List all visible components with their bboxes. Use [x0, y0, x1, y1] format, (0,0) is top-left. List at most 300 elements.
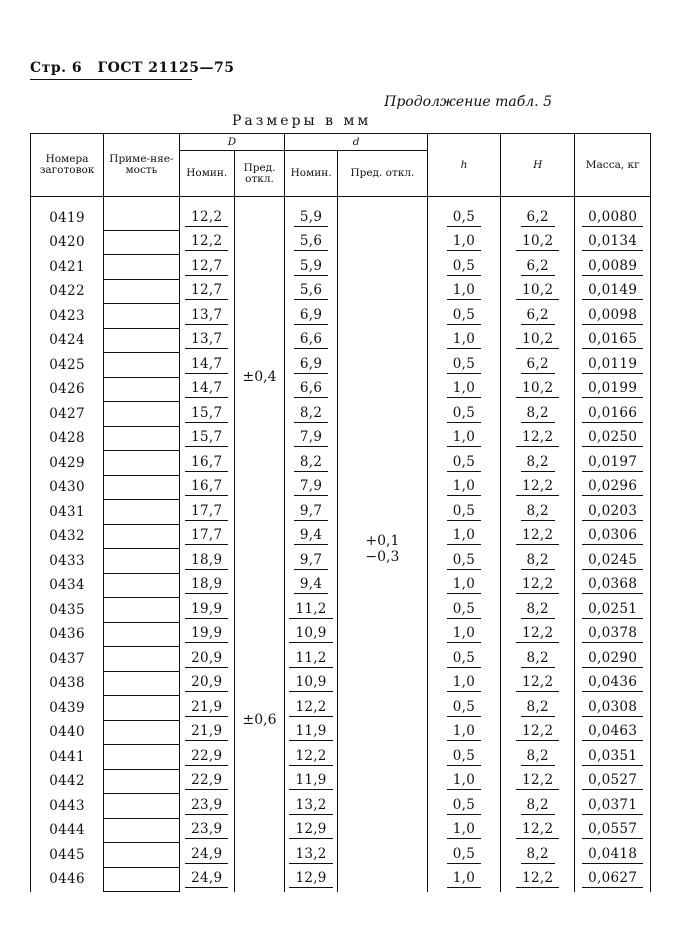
- H-cell: [501, 524, 575, 549]
- blank-number-cell: 0420: [31, 230, 104, 255]
- blank-number-cell: 0424: [31, 328, 104, 353]
- mass-cell: [575, 598, 651, 623]
- usage-cell: [104, 500, 180, 525]
- D-nominal-cell: [179, 598, 234, 623]
- h-cell: [427, 206, 500, 230]
- H-cell: [501, 500, 575, 525]
- H-cell: [501, 549, 575, 574]
- D-nominal-value: 12,2: [185, 209, 228, 227]
- col-D-tol-header: Пред. откл.: [234, 151, 284, 197]
- D-nominal-value: 20,9: [185, 650, 228, 668]
- col-d-nom-header: Номин.: [285, 151, 338, 197]
- d-nominal-cell: [285, 598, 338, 623]
- D-nominal-cell: [179, 524, 234, 549]
- d-nominal-cell: [285, 794, 338, 819]
- d-nominal-cell: [285, 328, 338, 353]
- H-cell: [501, 573, 575, 598]
- D-tolerance-cell: ±0,6: [234, 549, 284, 892]
- d-nominal-cell: [285, 622, 338, 647]
- mass-value: 0,0134: [582, 233, 643, 251]
- usage-cell: [104, 426, 180, 451]
- mass-value: 0,0251: [582, 601, 643, 619]
- group-D-header: D: [179, 134, 285, 151]
- mass-value: 0,0166: [582, 405, 643, 423]
- mass-cell: [575, 353, 651, 378]
- mass-value: 0,0306: [582, 527, 643, 545]
- blank-number-cell: 0442: [31, 769, 104, 794]
- D-nominal-cell: [179, 647, 234, 672]
- h-value: 0,5: [447, 601, 481, 619]
- h-cell: [427, 647, 500, 672]
- blank-number-cell: 0433: [31, 549, 104, 574]
- usage-cell: [104, 598, 180, 623]
- h-value: 1,0: [447, 331, 481, 349]
- h-value: 1,0: [447, 478, 481, 496]
- mass-value: 0,0308: [582, 699, 643, 717]
- h-value: 0,5: [447, 748, 481, 766]
- H-cell: [501, 377, 575, 402]
- usage-cell: [104, 794, 180, 819]
- blank-number-cell: 0436: [31, 622, 104, 647]
- usage-cell: [104, 279, 180, 304]
- h-cell: [427, 769, 500, 794]
- D-nominal-value: 14,7: [185, 380, 228, 398]
- D-nominal-value: 20,9: [185, 674, 228, 692]
- usage-cell: [104, 720, 180, 745]
- d-nominal-value: 12,9: [289, 870, 332, 888]
- H-value: 12,2: [516, 625, 559, 643]
- d-nominal-cell: [285, 647, 338, 672]
- blank-number-cell: 0432: [31, 524, 104, 549]
- usage-cell: [104, 622, 180, 647]
- h-cell: [427, 720, 500, 745]
- d-nominal-value: 5,9: [294, 209, 328, 227]
- H-value: 10,2: [516, 233, 559, 251]
- H-value: 12,2: [516, 723, 559, 741]
- h-cell: [427, 867, 500, 892]
- d-nominal-value: 5,6: [294, 282, 328, 300]
- h-value: 1,0: [447, 380, 481, 398]
- D-nominal-value: 12,2: [185, 233, 228, 251]
- mass-cell: [575, 622, 651, 647]
- mass-cell: [575, 500, 651, 525]
- usage-cell: [104, 696, 180, 721]
- mass-cell: [575, 794, 651, 819]
- H-cell: [501, 402, 575, 427]
- H-value: 10,2: [516, 282, 559, 300]
- d-nominal-value: 6,9: [294, 356, 328, 374]
- usage-cell: [104, 304, 180, 329]
- H-value: 8,2: [521, 552, 555, 570]
- mass-value: 0,0203: [582, 503, 643, 521]
- mass-value: 0,0296: [582, 478, 643, 496]
- col-d-tol-header: Пред. откл.: [337, 151, 427, 197]
- h-cell: [427, 279, 500, 304]
- usage-cell: [104, 475, 180, 500]
- blank-number-cell: 0430: [31, 475, 104, 500]
- h-cell: [427, 500, 500, 525]
- col-mass-header: Масса, кг: [575, 134, 651, 197]
- usage-cell: [104, 230, 180, 255]
- d-nominal-cell: [285, 426, 338, 451]
- d-nominal-value: 11,9: [289, 772, 332, 790]
- mass-value: 0,0436: [582, 674, 643, 692]
- D-nominal-cell: [179, 867, 234, 892]
- d-nominal-value: 10,9: [289, 625, 332, 643]
- d-nominal-cell: [285, 549, 338, 574]
- D-nominal-cell: [179, 500, 234, 525]
- usage-cell: [104, 524, 180, 549]
- mass-cell: [575, 524, 651, 549]
- d-nominal-value: 9,7: [294, 552, 328, 570]
- H-cell: [501, 843, 575, 868]
- H-cell: [501, 426, 575, 451]
- D-nominal-value: 24,9: [185, 870, 228, 888]
- H-cell: [501, 794, 575, 819]
- d-nominal-cell: [285, 573, 338, 598]
- mass-cell: [575, 769, 651, 794]
- H-cell: [501, 255, 575, 280]
- col-number-header: Номера заготовок: [31, 134, 104, 197]
- D-nominal-value: 15,7: [185, 405, 228, 423]
- D-nominal-value: 16,7: [185, 478, 228, 496]
- H-value: 12,2: [516, 821, 559, 839]
- h-cell: [427, 255, 500, 280]
- D-nominal-value: 12,7: [185, 282, 228, 300]
- usage-cell: [104, 549, 180, 574]
- d-nominal-value: 9,4: [294, 527, 328, 545]
- mass-cell: [575, 647, 651, 672]
- d-nominal-value: 6,6: [294, 331, 328, 349]
- H-value: 6,2: [521, 209, 555, 227]
- D-nominal-cell: [179, 402, 234, 427]
- H-value: 8,2: [521, 846, 555, 864]
- D-nominal-value: 17,7: [185, 527, 228, 545]
- h-value: 0,5: [447, 503, 481, 521]
- D-nominal-cell: [179, 622, 234, 647]
- mass-cell: [575, 328, 651, 353]
- H-value: 8,2: [521, 748, 555, 766]
- H-cell: [501, 279, 575, 304]
- d-nominal-cell: [285, 304, 338, 329]
- col-H-header: H: [501, 134, 575, 197]
- H-cell: [501, 745, 575, 770]
- D-nominal-cell: [179, 794, 234, 819]
- h-cell: [427, 843, 500, 868]
- H-cell: [501, 598, 575, 623]
- mass-cell: [575, 671, 651, 696]
- mass-value: 0,0199: [582, 380, 643, 398]
- H-cell: [501, 671, 575, 696]
- D-nominal-value: 24,9: [185, 846, 228, 864]
- d-nominal-value: 11,2: [289, 650, 332, 668]
- h-value: 1,0: [447, 821, 481, 839]
- h-cell: [427, 549, 500, 574]
- h-value: 1,0: [447, 625, 481, 643]
- D-nominal-cell: [179, 304, 234, 329]
- h-value: 1,0: [447, 233, 481, 251]
- d-nominal-cell: [285, 867, 338, 892]
- H-value: 8,2: [521, 405, 555, 423]
- mass-value: 0,0627: [582, 870, 643, 888]
- mass-value: 0,0098: [582, 307, 643, 325]
- H-value: 12,2: [516, 772, 559, 790]
- h-value: 0,5: [447, 699, 481, 717]
- mass-value: 0,0165: [582, 331, 643, 349]
- blank-number-cell: 0445: [31, 843, 104, 868]
- h-cell: [427, 598, 500, 623]
- d-nominal-value: 9,7: [294, 503, 328, 521]
- D-nominal-cell: [179, 573, 234, 598]
- usage-cell: [104, 769, 180, 794]
- H-value: 6,2: [521, 258, 555, 276]
- d-nominal-cell: [285, 206, 338, 230]
- H-value: 8,2: [521, 797, 555, 815]
- mass-value: 0,0290: [582, 650, 643, 668]
- blank-number-cell: 0419: [31, 206, 104, 230]
- header-rule: [30, 79, 192, 80]
- H-value: 12,2: [516, 429, 559, 447]
- h-cell: [427, 328, 500, 353]
- H-value: 8,2: [521, 699, 555, 717]
- mass-cell: [575, 818, 651, 843]
- blank-number-cell: 0438: [31, 671, 104, 696]
- mass-cell: [575, 867, 651, 892]
- h-cell: [427, 794, 500, 819]
- col-h-header: h: [427, 134, 500, 197]
- mass-value: 0,0418: [582, 846, 643, 864]
- blank-number-cell: 0431: [31, 500, 104, 525]
- dimensions-table: [30, 133, 651, 892]
- blank-number-cell: 0425: [31, 353, 104, 378]
- H-cell: [501, 475, 575, 500]
- mass-cell: [575, 696, 651, 721]
- blank-number-cell: 0426: [31, 377, 104, 402]
- usage-cell: [104, 353, 180, 378]
- d-nominal-cell: [285, 475, 338, 500]
- D-nominal-value: 22,9: [185, 748, 228, 766]
- D-nominal-cell: [179, 230, 234, 255]
- h-value: 1,0: [447, 429, 481, 447]
- mass-cell: [575, 304, 651, 329]
- d-tolerance-cell: +0,1 −0,3: [337, 206, 427, 892]
- d-nominal-value: 6,9: [294, 307, 328, 325]
- D-nominal-value: 18,9: [185, 576, 228, 594]
- D-nominal-value: 19,9: [185, 601, 228, 619]
- d-nominal-value: 11,9: [289, 723, 332, 741]
- H-cell: [501, 304, 575, 329]
- h-cell: [427, 402, 500, 427]
- h-value: 0,5: [447, 258, 481, 276]
- d-nominal-cell: [285, 524, 338, 549]
- mass-value: 0,0378: [582, 625, 643, 643]
- D-nominal-cell: [179, 328, 234, 353]
- col-D-nom-header: Номин.: [179, 151, 234, 197]
- blank-number-cell: 0434: [31, 573, 104, 598]
- mass-cell: [575, 549, 651, 574]
- h-value: 0,5: [447, 454, 481, 472]
- d-nominal-value: 12,2: [289, 699, 332, 717]
- mass-cell: [575, 720, 651, 745]
- D-nominal-cell: [179, 769, 234, 794]
- D-nominal-value: 13,7: [185, 331, 228, 349]
- d-nominal-value: 11,2: [289, 601, 332, 619]
- h-cell: [427, 524, 500, 549]
- d-nominal-cell: [285, 353, 338, 378]
- d-nominal-value: 7,9: [294, 478, 328, 496]
- h-value: 1,0: [447, 772, 481, 790]
- h-value: 1,0: [447, 527, 481, 545]
- H-value: 8,2: [521, 503, 555, 521]
- D-nominal-cell: [179, 353, 234, 378]
- D-nominal-value: 18,9: [185, 552, 228, 570]
- h-cell: [427, 671, 500, 696]
- mass-value: 0,0527: [582, 772, 643, 790]
- h-cell: [427, 230, 500, 255]
- d-nominal-value: 9,4: [294, 576, 328, 594]
- h-cell: [427, 475, 500, 500]
- usage-cell: [104, 867, 180, 892]
- mass-cell: [575, 279, 651, 304]
- usage-cell: [104, 671, 180, 696]
- h-value: 0,5: [447, 797, 481, 815]
- mass-cell: [575, 230, 651, 255]
- mass-cell: [575, 402, 651, 427]
- mass-value: 0,0463: [582, 723, 643, 741]
- D-nominal-cell: [179, 696, 234, 721]
- H-value: 10,2: [516, 331, 559, 349]
- blank-number-cell: 0421: [31, 255, 104, 280]
- mass-cell: [575, 475, 651, 500]
- D-nominal-cell: [179, 671, 234, 696]
- D-nominal-cell: [179, 549, 234, 574]
- D-nominal-value: 16,7: [185, 454, 228, 472]
- H-cell: [501, 769, 575, 794]
- blank-number-cell: 0428: [31, 426, 104, 451]
- mass-cell: [575, 206, 651, 230]
- d-nominal-cell: [285, 843, 338, 868]
- D-nominal-value: 23,9: [185, 821, 228, 839]
- D-nominal-value: 12,7: [185, 258, 228, 276]
- d-nominal-cell: [285, 745, 338, 770]
- blank-number-cell: 0441: [31, 745, 104, 770]
- h-cell: [427, 745, 500, 770]
- d-nominal-cell: [285, 720, 338, 745]
- h-cell: [427, 304, 500, 329]
- mass-value: 0,0368: [582, 576, 643, 594]
- h-value: 0,5: [447, 846, 481, 864]
- mass-value: 0,0080: [582, 209, 643, 227]
- D-nominal-value: 14,7: [185, 356, 228, 374]
- d-nominal-cell: [285, 279, 338, 304]
- h-cell: [427, 696, 500, 721]
- mass-value: 0,0250: [582, 429, 643, 447]
- mass-value: 0,0119: [582, 356, 643, 374]
- d-nominal-value: 7,9: [294, 429, 328, 447]
- D-nominal-value: 21,9: [185, 723, 228, 741]
- h-cell: [427, 426, 500, 451]
- h-value: 0,5: [447, 405, 481, 423]
- h-cell: [427, 377, 500, 402]
- h-value: 1,0: [447, 723, 481, 741]
- d-nominal-cell: [285, 671, 338, 696]
- D-nominal-cell: [179, 451, 234, 476]
- D-nominal-cell: [179, 745, 234, 770]
- blank-number-cell: 0427: [31, 402, 104, 427]
- D-nominal-value: 19,9: [185, 625, 228, 643]
- h-value: 0,5: [447, 307, 481, 325]
- page-number: Стр. 6: [30, 60, 83, 76]
- H-cell: [501, 696, 575, 721]
- d-nominal-value: 8,2: [294, 405, 328, 423]
- d-nominal-value: 13,2: [289, 846, 332, 864]
- h-value: 0,5: [447, 356, 481, 374]
- h-value: 0,5: [447, 552, 481, 570]
- usage-cell: [104, 818, 180, 843]
- col-usage-header: Приме-няе-мость: [104, 134, 180, 197]
- H-cell: [501, 720, 575, 745]
- table-row: [31, 206, 651, 230]
- H-value: 8,2: [521, 650, 555, 668]
- d-nominal-value: 6,6: [294, 380, 328, 398]
- d-nominal-cell: [285, 402, 338, 427]
- mass-cell: [575, 573, 651, 598]
- D-nominal-cell: [179, 475, 234, 500]
- D-nominal-value: 21,9: [185, 699, 228, 717]
- blank-number-cell: 0439: [31, 696, 104, 721]
- d-nominal-cell: [285, 230, 338, 255]
- H-value: 12,2: [516, 870, 559, 888]
- mass-cell: [575, 255, 651, 280]
- mass-value: 0,0089: [582, 258, 643, 276]
- mass-value: 0,0197: [582, 454, 643, 472]
- page-header: [30, 60, 234, 76]
- d-nominal-cell: [285, 451, 338, 476]
- H-cell: [501, 353, 575, 378]
- H-cell: [501, 818, 575, 843]
- h-value: 1,0: [447, 576, 481, 594]
- d-nominal-value: 12,9: [289, 821, 332, 839]
- d-nominal-value: 5,9: [294, 258, 328, 276]
- usage-cell: [104, 745, 180, 770]
- D-nominal-cell: [179, 818, 234, 843]
- H-cell: [501, 206, 575, 230]
- usage-cell: [104, 377, 180, 402]
- D-nominal-value: 13,7: [185, 307, 228, 325]
- d-nominal-value: 5,6: [294, 233, 328, 251]
- D-nominal-cell: [179, 720, 234, 745]
- units-caption: Размеры в мм: [232, 113, 372, 129]
- D-nominal-cell: [179, 279, 234, 304]
- d-nominal-value: 12,2: [289, 748, 332, 766]
- mass-value: 0,0149: [582, 282, 643, 300]
- D-tolerance-cell: ±0,4: [234, 206, 284, 549]
- d-nominal-value: 10,9: [289, 674, 332, 692]
- h-value: 0,5: [447, 209, 481, 227]
- mass-value: 0,0371: [582, 797, 643, 815]
- blank-number-cell: 0444: [31, 818, 104, 843]
- usage-cell: [104, 573, 180, 598]
- h-value: 1,0: [447, 282, 481, 300]
- d-nominal-cell: [285, 696, 338, 721]
- blank-number-cell: 0437: [31, 647, 104, 672]
- blank-number-cell: 0435: [31, 598, 104, 623]
- usage-cell: [104, 647, 180, 672]
- H-cell: [501, 328, 575, 353]
- h-value: 1,0: [447, 674, 481, 692]
- D-nominal-cell: [179, 843, 234, 868]
- d-nominal-cell: [285, 769, 338, 794]
